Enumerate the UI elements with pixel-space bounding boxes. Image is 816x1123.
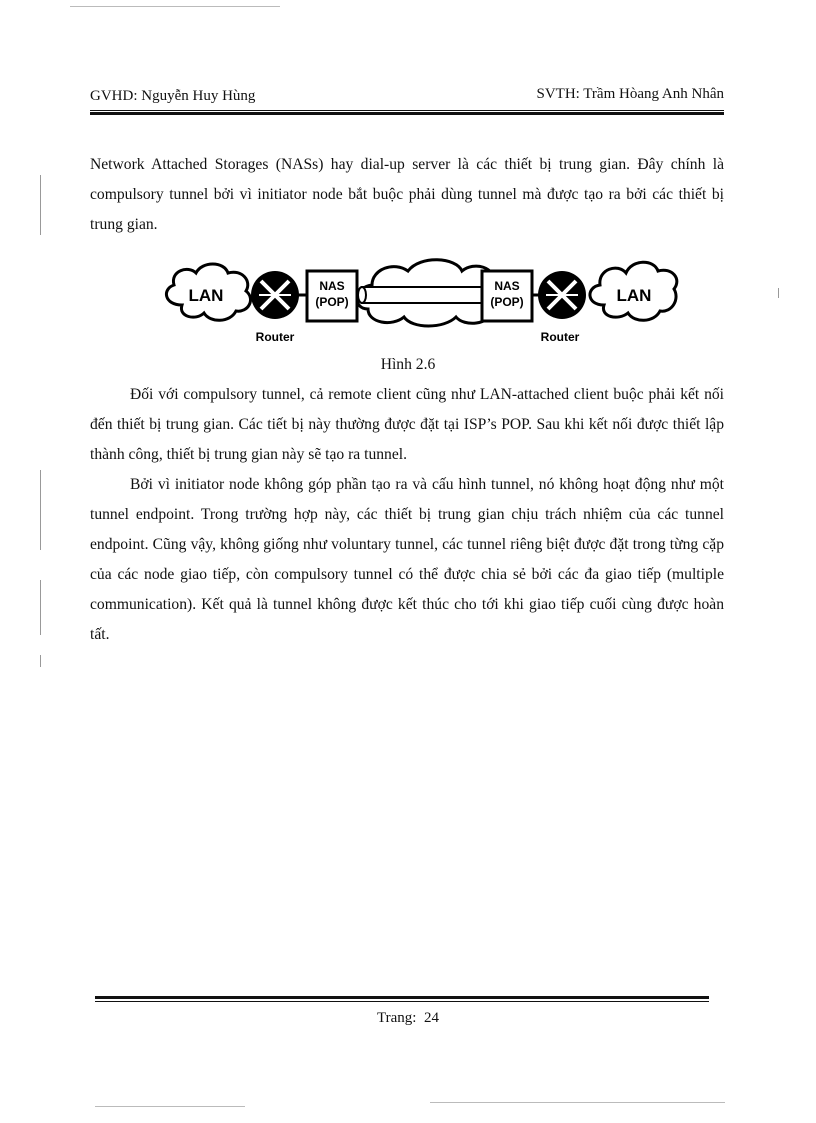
margin-mark [40, 655, 41, 667]
page-number-value: 24 [423, 1010, 439, 1026]
scan-mark-top [70, 6, 280, 7]
page-header [90, 86, 724, 110]
header-instructor: GVHD: Nguyễn Huy Hùng [90, 88, 256, 104]
paragraph-3: Bởi vì initiator node không góp phần tạo ra và cấu hình tunnel, nó không hoạt động như một tunnel endpoint. Trong trường hợp này, các thiết bị trung gian chịu trách nhiệm của các tunnel endpoint. Cũng vậy, không giống như voluntary tunnel, các tunnel riêng biệt được đặt trong từng cặp của các node giao tiếp, còn compulsory tunnel có thể được chia sẻ bởi các đa giao tiếp (multiple communication). Kết quả là tunnel không được kết thúc cho tới khi giao tiếp cuối cùng được hoàn tất. [90, 476, 724, 643]
router-icon-right [538, 271, 586, 344]
lan-cloud-left [166, 264, 250, 320]
nas-right-line2: (POP) [490, 295, 524, 309]
nas-left-line2: (POP) [315, 295, 349, 309]
nas-right-line1: NAS [494, 279, 520, 293]
margin-mark [40, 580, 41, 635]
figure-caption: Hình 2.6 [380, 356, 436, 373]
page-label: Trang: [377, 1010, 417, 1026]
router-left-label: Router [255, 330, 295, 344]
lan-left-label: LAN [188, 286, 224, 305]
margin-mark [40, 470, 41, 550]
header-rule [90, 110, 724, 111]
margin-mark [40, 175, 41, 235]
scan-mark-bottom-left [95, 1106, 245, 1107]
router-icon-left [251, 271, 299, 344]
paragraph-1: Network Attached Storages (NASs) hay dial-up server là các thiết bị trung gian. Đây chính là compulsory tunnel bởi vì initiator node bắt buộc phải dùng tunnel mà được tạo ra bởi các thiết bị trung gian. [90, 156, 724, 233]
margin-mark [778, 288, 779, 298]
header-rule-thick [90, 112, 724, 115]
router-right-label: Router [540, 330, 580, 344]
paragraph-2: Đối với compulsory tunnel, cả remote client cũng như LAN-attached client buộc phải kết nối đến thiết bị trung gian. Các tiết bị này thường được đặt tại ISP’s POP. Sau khi kết nối được thiết lập thành công, thiết bị trung gian này sẽ tạo ra tunnel. [90, 386, 724, 463]
header-student: SVTH: Trầm Hòang Anh Nhân [536, 86, 724, 102]
scan-mark-bottom-right [430, 1102, 725, 1103]
nas-box-right [482, 271, 532, 321]
lan-cloud-right [590, 262, 677, 320]
footer-rule [95, 1001, 709, 1002]
footer-rule-thick [95, 996, 709, 999]
page-number [0, 1010, 816, 1027]
nas-left-line1: NAS [319, 279, 345, 293]
lan-right-label: LAN [616, 286, 652, 305]
nas-box-left [307, 271, 357, 321]
figure-tunnel-diagram [160, 255, 680, 347]
